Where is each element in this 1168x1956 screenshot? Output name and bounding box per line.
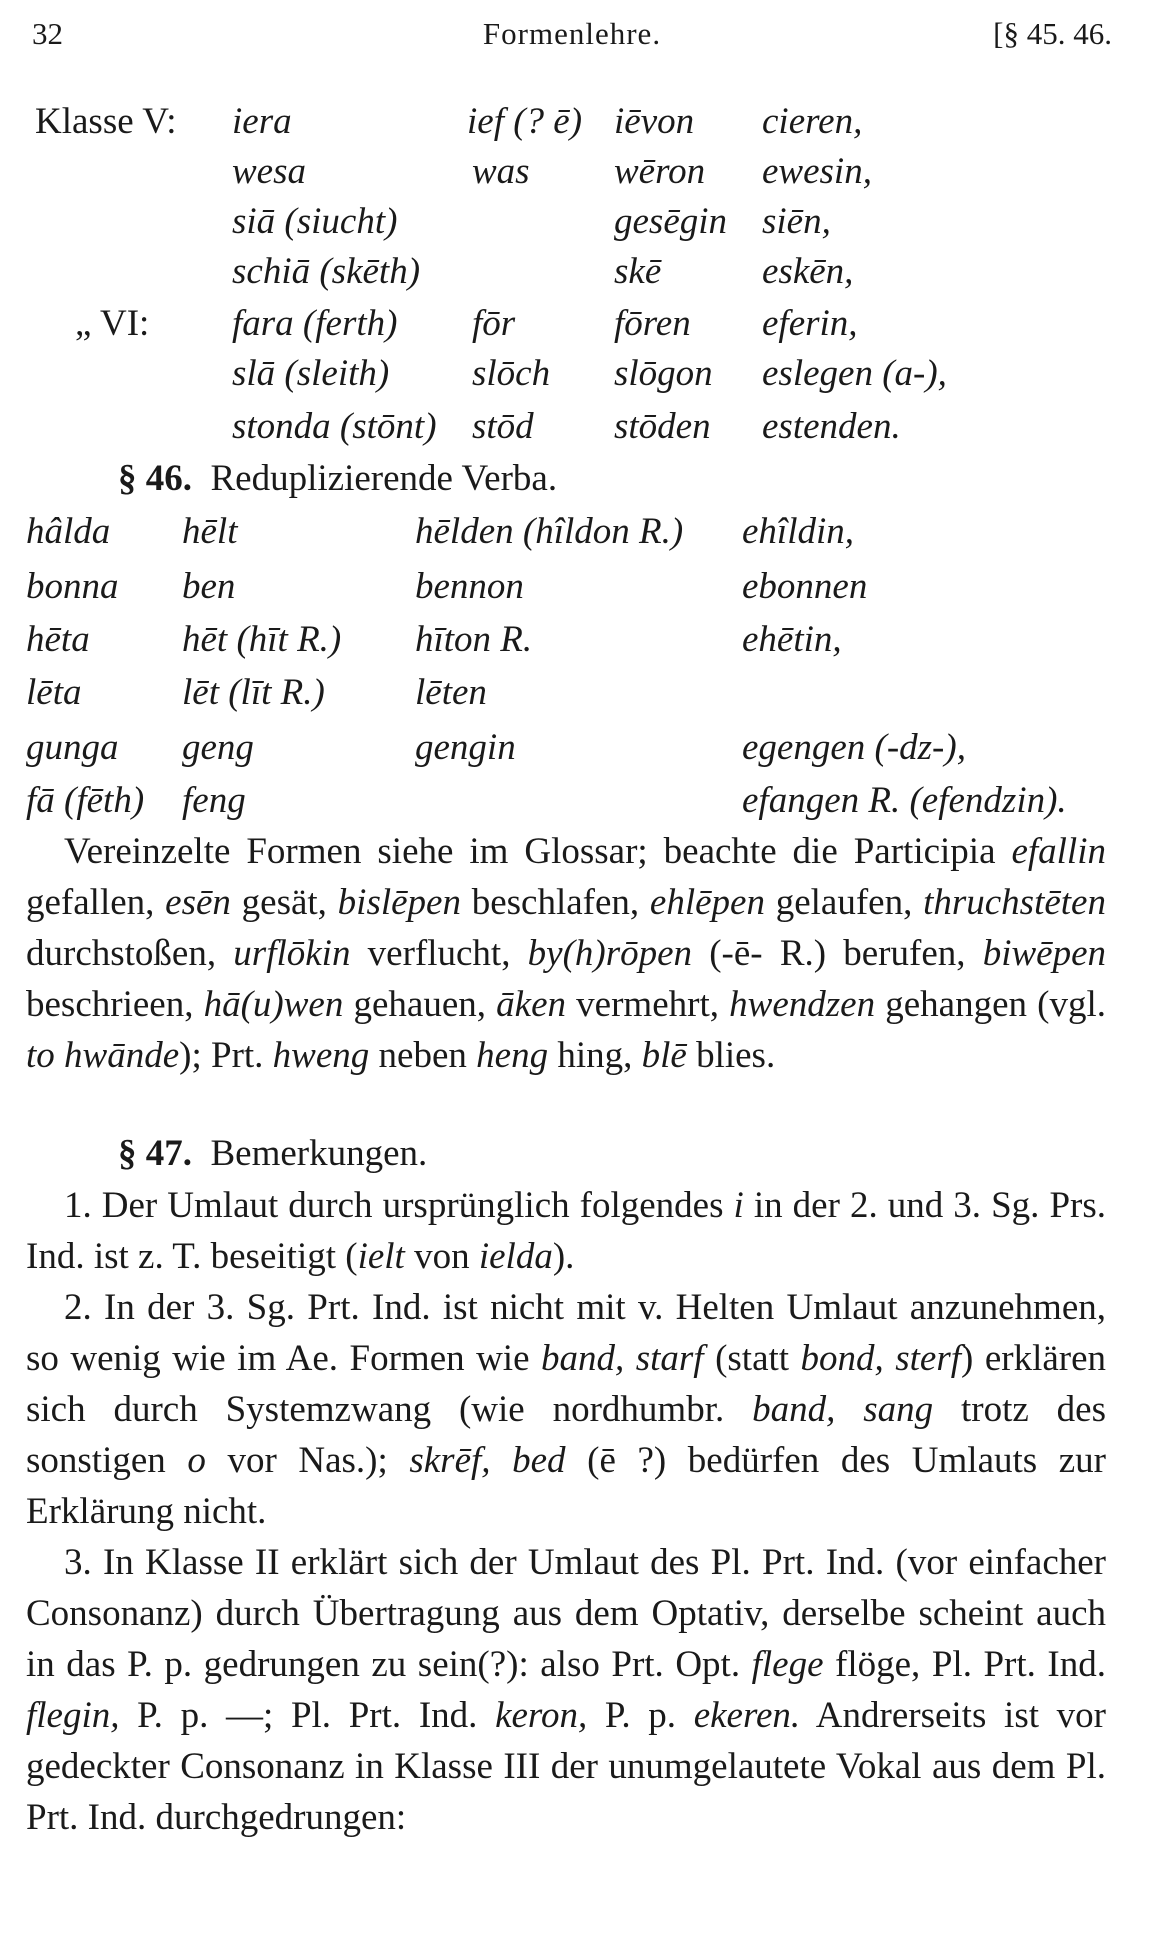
form-plural: wēron bbox=[614, 151, 706, 192]
class-label: Klasse V: bbox=[35, 101, 177, 142]
form-plural: skē bbox=[614, 251, 662, 292]
form-infinitive: gunga bbox=[26, 727, 119, 768]
form-plural: gengin bbox=[415, 727, 516, 768]
section-46-heading bbox=[118, 457, 557, 501]
form-infinitive: wesa bbox=[232, 151, 306, 192]
form-preterite: geng bbox=[182, 727, 254, 768]
form-plural: lēten bbox=[415, 672, 487, 713]
form-participle: eferin, bbox=[762, 303, 858, 344]
form-participle: ehētin, bbox=[742, 619, 842, 660]
form-plural: hēlden (hîldon R.) bbox=[415, 511, 684, 552]
form-preterite: stōd bbox=[472, 406, 534, 447]
form-infinitive: fara (ferth) bbox=[232, 303, 398, 344]
form-participle: eslegen (a-), bbox=[762, 353, 947, 394]
section-47-title: Bemerkungen. bbox=[210, 1133, 428, 1174]
section-46-title: Reduplizierende Verba. bbox=[210, 458, 558, 499]
form-infinitive: hēta bbox=[26, 619, 90, 660]
form-infinitive: iera bbox=[232, 101, 292, 142]
form-preterite: fōr bbox=[472, 303, 516, 344]
section-47-number: § 47. bbox=[118, 1133, 192, 1174]
form-plural: stōden bbox=[614, 406, 711, 447]
form-plural: fōren bbox=[614, 303, 691, 344]
form-plural: bennon bbox=[415, 566, 524, 607]
remark-3: 3. In Klasse II erklärt sich der Umlaut des Pl. Prt. Ind. (vor einfacher Consonanz) durch Übertragung aus dem Optativ, derselbe scheint auch in das P. p. gedrungen zu sein(?): also Prt. Opt. flege flöge, Pl. Prt. Ind. flegin, P. p. —; Pl. Prt. Ind. keron, P. p. ekeren. Andrerseits ist vor gedeckter Consonanz in Klasse III der unumgelautete Vokal aus dem Pl. Prt. Ind. durchgedrungen: bbox=[26, 1542, 1106, 1838]
form-infinitive: lēta bbox=[26, 672, 82, 713]
form-preterite: feng bbox=[182, 780, 246, 821]
form-participle: ehîldin, bbox=[742, 511, 855, 552]
section-reference: [§ 45. 46. bbox=[993, 16, 1112, 51]
form-infinitive: siā (siucht) bbox=[232, 201, 398, 242]
form-preterite: hēlt bbox=[182, 511, 238, 552]
form-plural: slōgon bbox=[614, 353, 713, 394]
form-preterite: lēt (līt R.) bbox=[182, 672, 325, 713]
form-preterite: ief (? ē) bbox=[467, 101, 583, 142]
form-infinitive: schiā (skēth) bbox=[232, 251, 421, 292]
section-47-heading bbox=[118, 1132, 427, 1176]
form-plural: gesēgin bbox=[614, 201, 728, 242]
form-preterite: slōch bbox=[472, 353, 551, 394]
form-preterite: hēt (hīt R.) bbox=[182, 619, 342, 660]
form-participle: estenden. bbox=[762, 406, 901, 447]
class-label: „ VI: bbox=[75, 303, 150, 344]
section-46-number: § 46. bbox=[118, 458, 192, 499]
form-participle: ebonnen bbox=[742, 566, 868, 607]
form-plural: iēvon bbox=[614, 101, 695, 142]
form-participle: cieren, bbox=[762, 101, 863, 142]
form-infinitive: fā (fēth) bbox=[26, 780, 145, 821]
form-participle: egengen (-dz-), bbox=[742, 727, 966, 768]
form-preterite: was bbox=[472, 151, 530, 192]
form-infinitive: stonda (stōnt) bbox=[232, 406, 437, 447]
remark-2: 2. In der 3. Sg. Prt. Ind. ist nicht mit v. Helten Umlaut anzunehmen, so wenig wie im Ae. Formen wie band, starf (statt bond, sterf) erklären sich durch Systemzwang (wie nordhumbr. band, sang trotz des sonstigen o vor Nas.); skrēf, bed (ē ?) bedürfen des Umlauts zur Erklärung nicht. bbox=[26, 1287, 1107, 1532]
form-infinitive: hâlda bbox=[26, 511, 111, 552]
form-plural: hīton R. bbox=[415, 619, 533, 660]
remark-1: 1. Der Umlaut durch ursprünglich folgendes i in der 2. und 3. Sg. Prs. Ind. ist z. T. beseitigt (ielt von ielda). bbox=[26, 1185, 1106, 1277]
form-infinitive: bonna bbox=[26, 566, 119, 607]
form-participle: ewesin, bbox=[762, 151, 872, 192]
form-participle: eskēn, bbox=[762, 251, 854, 292]
running-title: Formenlehre. bbox=[482, 16, 662, 51]
form-participle: siēn, bbox=[762, 201, 831, 242]
page-number: 32 bbox=[32, 16, 63, 51]
page-header bbox=[32, 10, 1112, 58]
form-preterite: ben bbox=[182, 566, 236, 607]
form-participle: efangen R. (efendzin). bbox=[742, 780, 1067, 821]
form-infinitive: slā (sleith) bbox=[232, 353, 390, 394]
section-46-note: Vereinzelte Formen siehe im Glossar; beachte die Participia efallin gefallen, esēn gesät, bislēpen beschlafen, ehlēpen gelaufen, thruchstēten durchstoßen, urflōkin verflucht, by(h)rōpen (-ē- R.) berufen, biwēpen beschrieen, hā(u)wen gehauen, āken vermehrt, hwendzen gehangen (vgl. to hwānde); Prt. hweng neben heng hing, blē blies. bbox=[26, 831, 1107, 1076]
